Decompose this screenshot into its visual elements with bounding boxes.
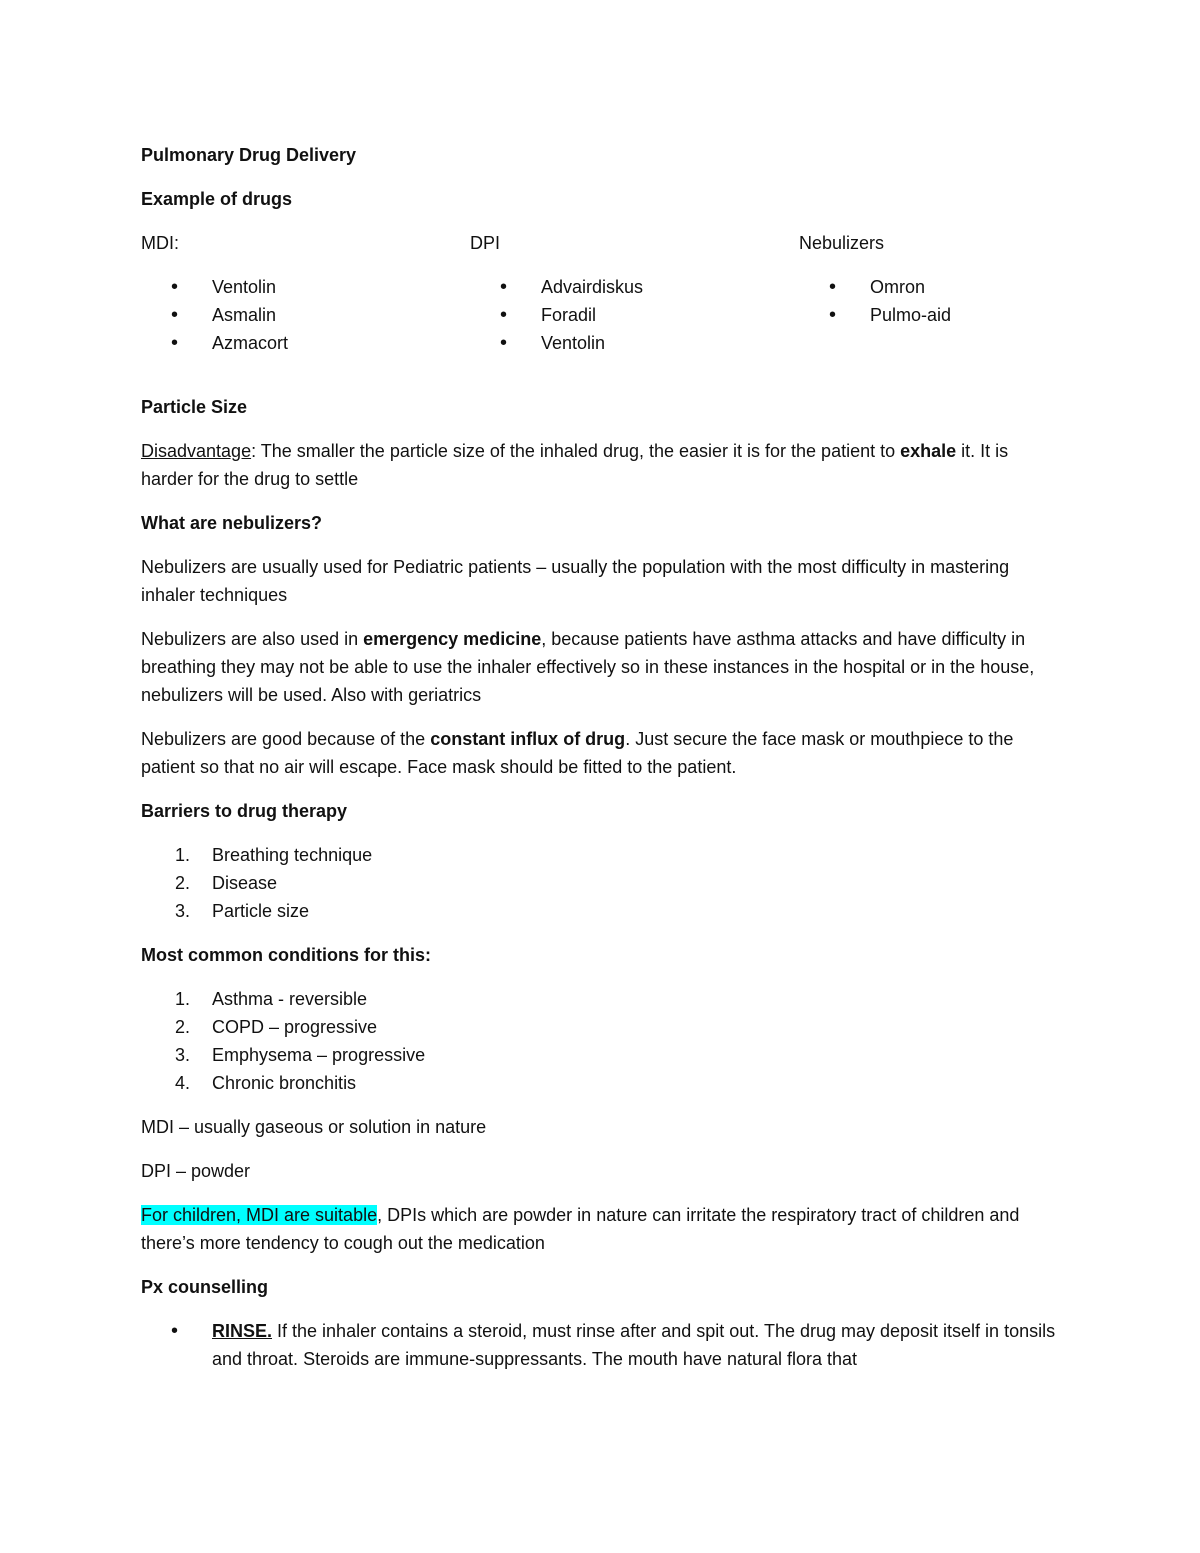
list-item: • Advairdiskus: [470, 273, 790, 301]
dpi-column: [470, 229, 790, 357]
list-item: [141, 1069, 1061, 1097]
particle-size-heading: Particle Size: [141, 397, 248, 417]
particle-text-2: it. It is harder for the drug to settle: [141, 441, 1009, 489]
list-item: [141, 869, 1061, 897]
list-item: [141, 1041, 1061, 1069]
nebulizers-heading: Nebulizers: [799, 233, 885, 253]
list-item-text: Disease: [212, 873, 278, 893]
list-item: • Pulmo-aid: [799, 301, 1119, 329]
highlighted-text: For children, MDI are suitable: [141, 1205, 378, 1225]
text-run: . Just secure the face mask or mouthpiece to the patient so that no air will escape. Face mask should be fitted to the patient.: [141, 729, 1014, 777]
nebulizers-question-heading: What are nebulizers?: [141, 513, 323, 533]
list-item: [141, 897, 1061, 925]
document-page: [141, 141, 1061, 1373]
barriers-list: [141, 841, 1061, 925]
text-run: Nebulizers are good because of the: [141, 729, 431, 749]
list-item: • Ventolin: [470, 329, 790, 357]
counselling-heading: Px counselling: [141, 1277, 269, 1297]
list-item: [141, 841, 1061, 869]
mdi-line: MDI – usually gaseous or solution in nature: [141, 1117, 487, 1137]
list-item: • Foradil: [470, 301, 790, 329]
text-run: , because patients have asthma attacks and have difficulty in breathing they may not be able to use the inhaler effectively so in these instances in the hospital or in the house, nebulizers will be used. Also with geriatrics: [141, 629, 1035, 705]
conditions-heading: Most common conditions for this:: [141, 945, 431, 965]
barriers-heading: Barriers to drug therapy: [141, 801, 348, 821]
list-number: 2.: [175, 1017, 191, 1037]
conditions-list: [141, 985, 1061, 1097]
children-paragraph: [141, 1201, 1061, 1257]
list-number: 3.: [175, 901, 191, 921]
counselling-list: [141, 1317, 1061, 1373]
nebulizers-paragraph-3: [141, 725, 1061, 781]
dpi-heading: DPI: [470, 233, 501, 253]
colon-text: :: [251, 441, 257, 461]
list-number: 2.: [175, 873, 191, 893]
dpi-line: DPI – powder: [141, 1161, 251, 1181]
mdi-heading: MDI:: [141, 233, 179, 253]
list-number: 4.: [175, 1073, 191, 1093]
constant-influx-emphasis: constant influx of drug: [430, 729, 626, 749]
list-item: [141, 985, 1061, 1013]
list-number: 3.: [175, 1045, 191, 1065]
list-item-text: Particle size: [212, 901, 310, 921]
particle-size-paragraph: [141, 437, 1061, 493]
rinse-text: If the inhaler contains a steroid, must rinse after and spit out. The drug may deposit itself in tonsils and throat. Steroids are immune-suppressants. The mouth have natural flora that: [212, 1321, 1056, 1369]
list-item-text: Breathing technique: [212, 845, 373, 865]
list-item-text: Chronic bronchitis: [212, 1073, 357, 1093]
drug-examples-columns: [141, 229, 1061, 353]
mdi-list: [141, 273, 461, 357]
list-item: [141, 1013, 1061, 1041]
nebulizers-paragraph-2: [141, 625, 1061, 709]
disadvantage-label: Disadvantage: [141, 441, 252, 461]
list-number: 1.: [175, 989, 191, 1009]
list-item: [141, 1317, 1061, 1373]
examples-heading: Example of drugs: [141, 189, 293, 209]
mdi-column: [141, 229, 461, 357]
list-item: • Asmalin: [141, 301, 461, 329]
rinse-label: RINSE.: [212, 1321, 273, 1341]
exhale-emphasis: exhale: [900, 441, 957, 461]
list-number: 1.: [175, 845, 191, 865]
nebulizers-paragraph-1: Nebulizers are usually used for Pediatric patients – usually the population with the most difficulty in mastering inhaler techniques: [141, 557, 1010, 605]
emergency-medicine-emphasis: emergency medicine: [363, 629, 542, 649]
particle-text-1: The smaller the particle size of the inhaled drug, the easier it is for the patient to: [256, 441, 901, 461]
text-run: Nebulizers are also used in: [141, 629, 364, 649]
children-text: , DPIs which are powder in nature can irritate the respiratory tract of children and there’s more tendency to cough out the medication: [141, 1205, 1020, 1253]
list-item-text: COPD – progressive: [212, 1017, 378, 1037]
nebulizers-column: [799, 229, 1119, 329]
list-item: • Omron: [799, 273, 1119, 301]
list-item: • Ventolin: [141, 273, 461, 301]
nebulizers-list: [799, 273, 1119, 329]
document-title: Pulmonary Drug Delivery: [141, 145, 357, 165]
list-item: • Azmacort: [141, 329, 461, 357]
list-item-text: Asthma - reversible: [212, 989, 368, 1009]
dpi-list: [470, 273, 790, 357]
list-item-text: Emphysema – progressive: [212, 1045, 426, 1065]
